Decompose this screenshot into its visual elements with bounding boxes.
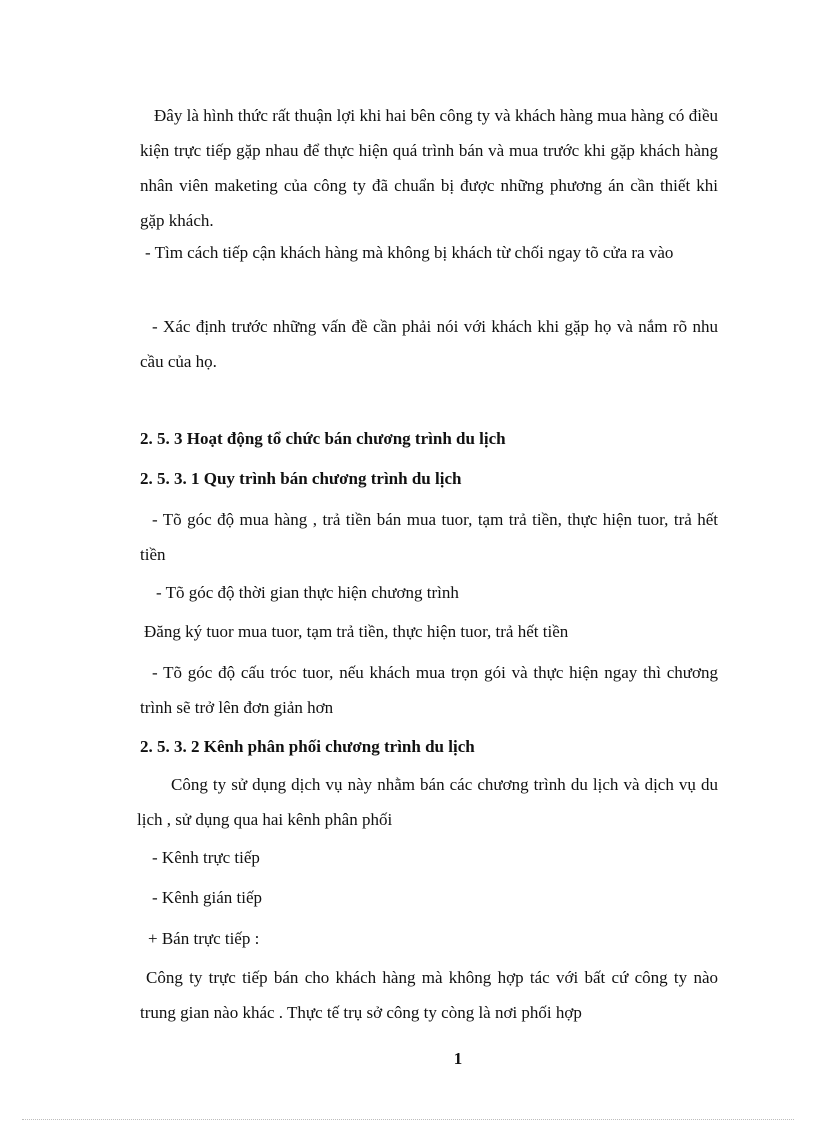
bullet-direct-channel: - Kênh trực tiếp [152,848,260,867]
bullet-identify-issues: - Xác định trước những vấn đề cần phải nói với khách khi gặp họ và nắm rõ nhu cầu của họ. [140,317,718,371]
section-heading-2-5-3: 2. 5. 3 Hoạt động tổ chức bán chương trình du lịch [140,429,506,448]
bullet-time-angle: - Tõ góc độ thời gian thực hiện chương trình [156,583,459,602]
direct-sale-label: + Bán trực tiếp : [148,929,260,948]
registration-steps: Đăng ký tuor mua tuor, tạm trả tiền, thực hiện tuor, trả hết tiền [144,622,569,641]
intro-paragraph: Đây là hình thức rất thuận lợi khi hai bên công ty và khách hàng mua hàng có điều kiện trực tiếp gặp nhau để thực hiện quá trình bán và mua trước khi gặp khách hàng nhân viên maketing của công ty đã chuẩn bị được những phương án cần thiết khi gặp khách. [140,106,718,230]
bullet-approach-customer: - Tìm cách tiếp cận khách hàng mà không bị khách từ chối ngay tõ cửa ra vào [145,243,674,262]
direct-sale-paragraph: Công ty trực tiếp bán cho khách hàng mà không hợp tác với bất cứ công ty nào trung gian nào khác . Thực tế trụ sở công ty còng là nơi phối hợp [140,968,718,1022]
bullet-purchase-angle: - Tõ góc độ mua hàng , trả tiền bán mua tuor, tạm trả tiền, thực hiện tuor, trả hết tiền [140,510,718,564]
bullet-indirect-channel: - Kênh gián tiếp [152,888,262,907]
page-number: 1 [453,1049,463,1068]
section-heading-2-5-3-1: 2. 5. 3. 1 Quy trình bán chương trình du lịch [140,469,462,488]
page-bottom-divider [22,1119,794,1120]
bullet-structure-angle: - Tõ góc độ cấu tróc tuor, nếu khách mua trọn gói và thực hiện ngay thì chương trình sẽ trở lên đơn giản hơn [140,663,718,717]
section-heading-2-5-3-2: 2. 5. 3. 2 Kênh phân phối chương trình du lịch [140,737,475,756]
distribution-paragraph: Công ty sử dụng dịch vụ này nhằm bán các chương trình du lịch và dịch vụ du lịch , sử dụng qua hai kênh phân phối [137,775,718,829]
